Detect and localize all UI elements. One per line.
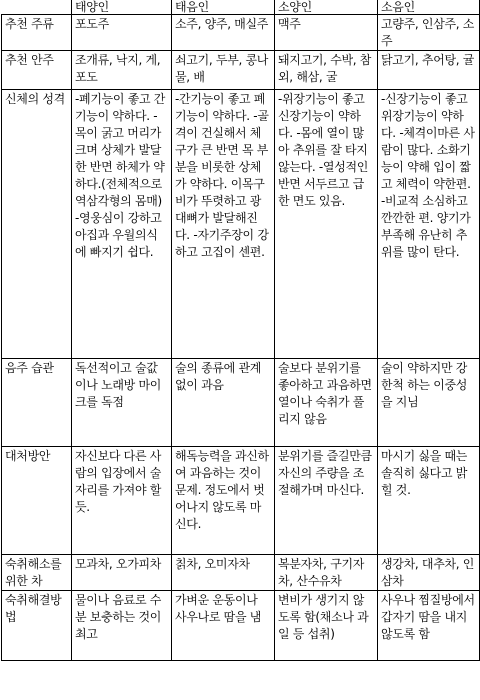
table-cell: 생강차, 대추차, 인삼차	[378, 555, 480, 591]
table-cell: 마시기 싫을 때는 솔직히 싫다고 밝힐 것.	[378, 447, 480, 555]
row-recommended-snack	[2, 51, 480, 90]
table-cell: 포도주	[72, 15, 172, 51]
header-corner	[2, 0, 72, 15]
row-drinking-habit	[2, 359, 480, 447]
table-cell: -폐기능이 좋고 간기능이 약하다. -목이 굵고 머리가 크며 상체가 발달한 반면 하체가 약하다.(전체적으로 역삼각형의 몸매) -영웅심이 강하고 아집과 우월의식에 빠지기 쉽다.	[72, 90, 172, 359]
table-cell: 술이 약하지만 강한척 하는 이중성을 지님	[378, 359, 480, 447]
table-cell: 돼지고기, 수박, 참외, 해삼, 굴	[275, 51, 378, 90]
row-label: 신체의 성격	[2, 90, 72, 359]
row-recommended-liquor	[2, 15, 480, 51]
table-cell: 술의 종류에 관계없이 과음	[172, 359, 275, 447]
table-cell: -위장기능이 좋고 신장기능이 약하다. -몸에 열이 많아 추위를 잘 타지 않는다. -열성적인 반면 서두르고 급한 면도 있음.	[275, 90, 378, 359]
table-cell: 복분자차, 구기자차, 산수유차	[275, 555, 378, 591]
row-countermeasure	[2, 447, 480, 555]
table-cell: 모과차, 오가피차	[72, 555, 172, 591]
row-label: 추천 안주	[2, 51, 72, 90]
table-cell: 변비가 생기지 않도록 함(채소나 과일 등 섭취)	[275, 591, 378, 661]
row-hangover-solution	[2, 591, 480, 661]
table-cell: 자신보다 다른 사람의 입장에서 술자리를 가져야 할듯.	[72, 447, 172, 555]
row-label: 대처방안	[2, 447, 72, 555]
table-cell: 가벼운 운동이나 사우나로 땀을 냄	[172, 591, 275, 661]
row-hangover-tea	[2, 555, 480, 591]
header-taeeum: 태음인	[172, 0, 275, 15]
row-label: 음주 습관	[2, 359, 72, 447]
header-soyang: 소양인	[275, 0, 378, 15]
header-taeyang: 태양인	[72, 0, 172, 15]
constitution-drinking-table	[1, 0, 480, 661]
table-cell: 소주, 양주, 매실주	[172, 15, 275, 51]
table-cell: 독선적이고 술값이나 노래방 마이크를 독점	[72, 359, 172, 447]
table-cell: 조개류, 낙지, 게, 포도	[72, 51, 172, 90]
table-cell: -간기능이 좋고 폐기능이 약하다. -골격이 건실해서 체구가 큰 반면 목 부분을 비롯한 상체가 약하다. 이목구비가 뚜렷하고 광대뼈가 발달해진다. -자기주장이 강하고 고집이 센편.	[172, 90, 275, 359]
table-cell: -신장기능이 좋고 위장기능이 약하다. -체격이마른 사람이 많다. 소화기능이 약해 입이 짧고 체력이 약한편. -비교적 소심하고 깐깐한 편. 양기가 부족해 유난히 추위를 많이 탄다.	[378, 90, 480, 359]
header-row	[2, 0, 480, 15]
table-cell: 칡차, 오미자차	[172, 555, 275, 591]
header-soeum: 소음인	[378, 0, 480, 15]
table-cell: 해독능력을 과신하여 과음하는 것이 문제. 정도에서 벗어나지 않도록 마신다.	[172, 447, 275, 555]
table-cell: 분위기를 즐길만큼 자신의 주량을 조절해가며 마신다.	[275, 447, 378, 555]
row-label: 숙취해소를위한 차	[2, 555, 72, 591]
table-cell: 사우나 찜질방에서 갑자기 땀을 내지 않도록 함	[378, 591, 480, 661]
row-body-character	[2, 90, 480, 359]
row-label: 숙취해결방법	[2, 591, 72, 661]
table-cell: 고량주, 인삼주, 소주	[378, 15, 480, 51]
table-cell: 술보다 분위기를 좋아하고 과음하면 열이나 숙취가 풀리지 않음	[275, 359, 378, 447]
table-cell: 물이나 음료로 수분 보충하는 것이 최고	[72, 591, 172, 661]
table-cell: 맥주	[275, 15, 378, 51]
row-label: 추천 주류	[2, 15, 72, 51]
table-cell: 쇠고기, 두부, 콩나물, 배	[172, 51, 275, 90]
table-cell: 닭고기, 추어탕, 귤	[378, 51, 480, 90]
